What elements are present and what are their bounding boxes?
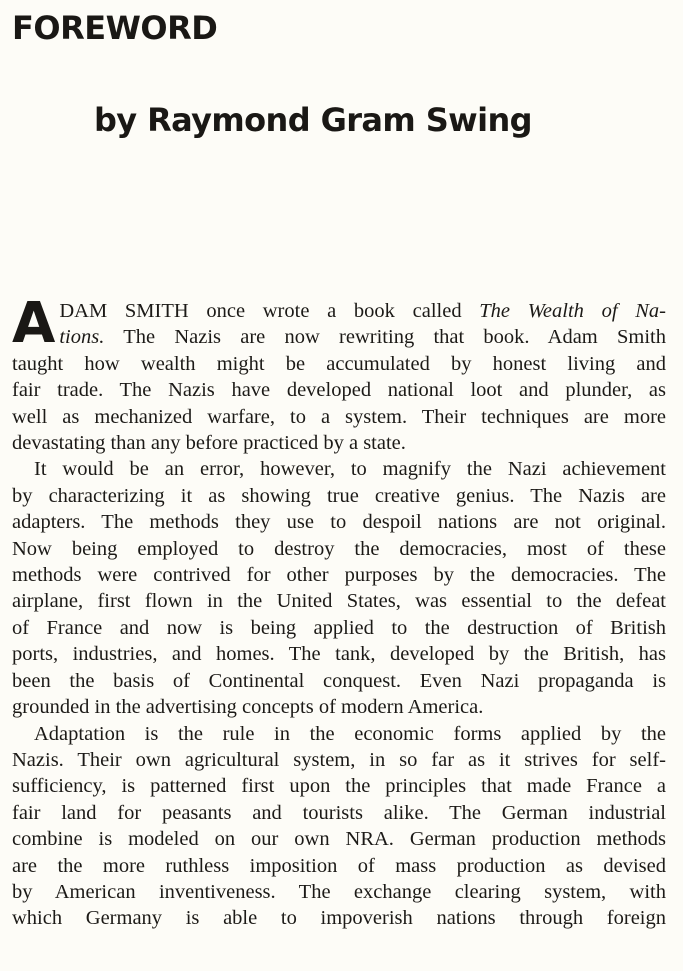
text-line: devastating than any before practiced by a state. (12, 432, 406, 455)
text-line: airplane, first flown in the United States, was essential to the defeat (12, 590, 666, 613)
text-line: which Germany is able to impoverish nations through foreign (12, 907, 666, 930)
drop-cap: A (12, 291, 56, 356)
foreword-body (12, 291, 666, 932)
text-line: of France and now is being applied to the destruction of British (12, 616, 666, 639)
text-line: taught how wealth might be accumulated by honest living and (12, 352, 666, 375)
text-line: are the more ruthless imposition of mass production as devised (12, 854, 666, 877)
paragraph-3 (12, 721, 666, 932)
text-line-start: DAM SMITH once wrote a book called (59, 300, 480, 322)
text-line (12, 324, 666, 350)
text-line: well as mechanized warfare, to a system. Their techniques are more (12, 405, 666, 428)
text-line (12, 298, 666, 324)
text-line-rest: The Nazis are now rewriting that book. Adam Smith (104, 326, 666, 349)
text-line: adapters. The methods they use to despoil nations are not original. (12, 511, 666, 534)
book-title-continued: tions. (59, 326, 105, 349)
text-line: Nazis. Their own agricultural system, in so far as it strives for self- (12, 748, 666, 771)
paragraph-2 (12, 456, 666, 720)
text-line: been the basis of Continental conquest. Even Nazi propaganda is (12, 669, 666, 692)
text-line: by American inventiveness. The exchange clearing system, with (12, 880, 666, 903)
text-line: fair trade. The Nazis have developed national loot and plunder, as (12, 379, 666, 402)
text-line: Now being employed to destroy the democracies, most of these (12, 537, 666, 560)
book-title: The Wealth of Na- (479, 300, 666, 322)
paragraph-1 (12, 291, 666, 456)
text-line: sufficiency, is patterned first upon the principles that made France a (12, 775, 666, 798)
text-line: by characterizing it as showing true creative genius. The Nazis are (12, 484, 666, 507)
text-line: It would be an error, however, to magnify the Nazi achievement (34, 458, 666, 481)
section-label: FOREWORD (12, 9, 218, 47)
text-line: grounded in the advertising concepts of modern America. (12, 696, 484, 719)
text-line: fair land for peasants and tourists alike. The German industrial (12, 801, 666, 824)
foreword-byline: by Raymond Gram Swing (94, 101, 532, 139)
text-line: ports, industries, and homes. The tank, developed by the British, has (12, 643, 666, 666)
text-line: methods were contrived for other purposes by the democracies. The (12, 564, 666, 587)
text-line: combine is modeled on our own NRA. German production methods (12, 828, 666, 851)
text-line: Adaptation is the rule in the economic forms applied by the (34, 722, 666, 745)
